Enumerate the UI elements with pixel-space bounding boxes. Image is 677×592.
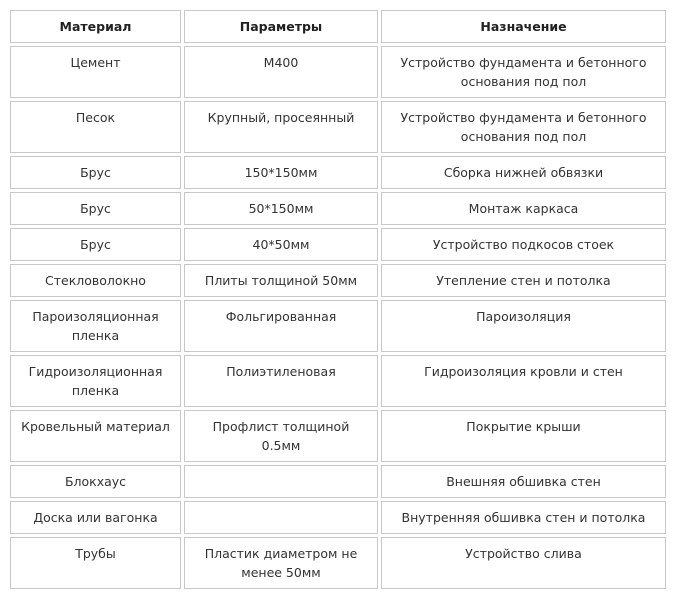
- cell-material: Кровельный материал: [10, 410, 181, 462]
- cell-material: Брус: [10, 156, 181, 189]
- cell-purpose: Внешняя обшивка стен: [381, 465, 666, 498]
- table-row: [10, 501, 666, 534]
- cell-purpose: Гидроизоляция кровли и стен: [381, 355, 666, 407]
- cell-purpose: Устройство фундамента и бетонного основания под пол: [381, 46, 666, 98]
- header-purpose: Назначение: [381, 10, 666, 43]
- table-row: [10, 537, 666, 589]
- cell-parameters: [184, 465, 378, 498]
- cell-parameters: Фольгированная: [184, 300, 378, 352]
- cell-parameters: Полиэтиленовая: [184, 355, 378, 407]
- table-row: [10, 156, 666, 189]
- cell-parameters: Плиты толщиной 50мм: [184, 264, 378, 297]
- cell-purpose: Внутренняя обшивка стен и потолка: [381, 501, 666, 534]
- cell-material: Гидроизоляционная пленка: [10, 355, 181, 407]
- table-row: [10, 46, 666, 98]
- cell-material: Доска или вагонка: [10, 501, 181, 534]
- table-row: [10, 228, 666, 261]
- materials-table: [7, 7, 669, 592]
- cell-parameters: Профлист толщиной 0.5мм: [184, 410, 378, 462]
- cell-material: Трубы: [10, 537, 181, 589]
- table-row: [10, 300, 666, 352]
- table-header-row: [10, 10, 666, 43]
- cell-material: Брус: [10, 192, 181, 225]
- table-row: [10, 355, 666, 407]
- header-material: Материал: [10, 10, 181, 43]
- cell-purpose: Покрытие крыши: [381, 410, 666, 462]
- table-row: [10, 264, 666, 297]
- cell-material: Цемент: [10, 46, 181, 98]
- cell-purpose: Пароизоляция: [381, 300, 666, 352]
- table-row: [10, 465, 666, 498]
- cell-material: Брус: [10, 228, 181, 261]
- cell-parameters: Крупный, просеянный: [184, 101, 378, 153]
- cell-parameters: 40*50мм: [184, 228, 378, 261]
- cell-material: Стекловолокно: [10, 264, 181, 297]
- cell-parameters: [184, 501, 378, 534]
- cell-purpose: Утепление стен и потолка: [381, 264, 666, 297]
- cell-parameters: 50*150мм: [184, 192, 378, 225]
- cell-material: Блокхаус: [10, 465, 181, 498]
- cell-purpose: Устройство фундамента и бетонного основания под пол: [381, 101, 666, 153]
- cell-purpose: Сборка нижней обвязки: [381, 156, 666, 189]
- cell-purpose: Устройство слива: [381, 537, 666, 589]
- cell-material: Пароизоляционная пленка: [10, 300, 181, 352]
- cell-parameters: 150*150мм: [184, 156, 378, 189]
- table-row: [10, 192, 666, 225]
- table-row: [10, 410, 666, 462]
- cell-parameters: Пластик диаметром не менее 50мм: [184, 537, 378, 589]
- header-parameters: Параметры: [184, 10, 378, 43]
- cell-material: Песок: [10, 101, 181, 153]
- cell-purpose: Устройство подкосов стоек: [381, 228, 666, 261]
- cell-purpose: Монтаж каркаса: [381, 192, 666, 225]
- table-row: [10, 101, 666, 153]
- cell-parameters: М400: [184, 46, 378, 98]
